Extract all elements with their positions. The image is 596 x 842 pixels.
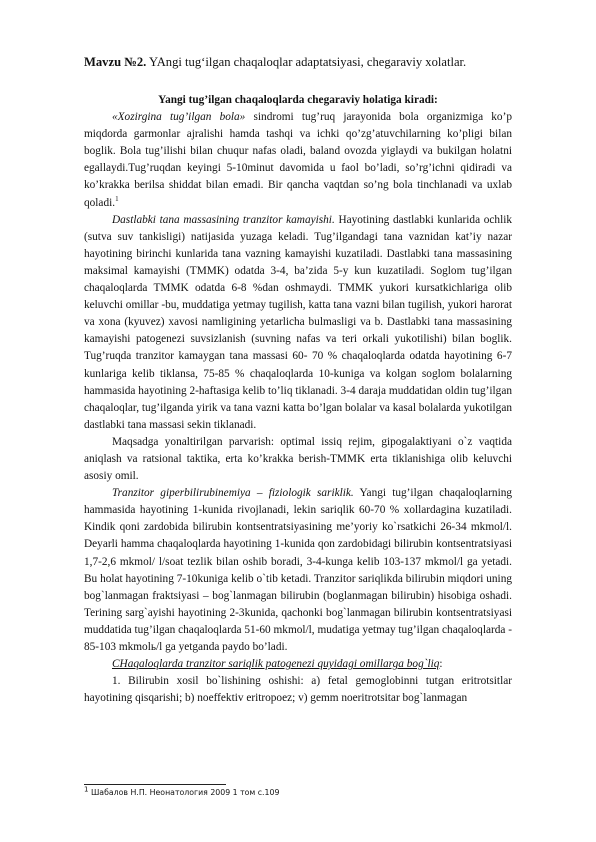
section-heading: Yangi tug’ilgan chaqaloqlarda chegaraviy holatiga kiradi: xyxy=(158,94,438,106)
topic-label: Mavzu №2. xyxy=(84,55,147,69)
paragraph-lead: «Xozirgina tug’ilgan bola» xyxy=(112,111,246,124)
paragraph-text: 1. Bilirubin xosil bo`lishining oshishi: a) fetal gemoglobinni tutgan eritrotsitlar hayotining qisqarishi; b) noeffektiv eritropoez; v) gemm noeritrotsitar bog`lanmagan xyxy=(84,675,512,705)
paragraph-weight-loss xyxy=(84,212,512,434)
paragraph-text: : xyxy=(439,658,443,671)
paragraph-text: Yangi tug’ilgan chaqaloqlarning hammasida hayotining 1-kunida rivojlanadi, lekin sariqlik 60-70 % xollardagina kuzatiladi. Kindik qoni zardobida bilirubin kontsentratsiyasining me’yoriy ko`rsatkichi 26-34 mkmol/l. Deyarli hamma chaqaloqlarda hayotining 1-kunida qon zardobidagi bilirubin kontsentratsiyasi 1,7-2,6 mkmol/ l/soat tezlik bilan oshib boradi, 3-4-kunga kelib 103-137 mkmol/l ga yetadi. Bu holat hayotining 7-10kuniga kelib o`tib ketadi. Tranzitor sariqlikda bilirubin miqdori uning bog`lanmagan fraktsiyasi – bog`lanmagan bilirubin (boglanmagan bilirubin) hisobiga oshadi. Terining sarg`ayishi hayotining 2-3kunida, qachonki bog`lanmagan bilirubin kontsentratsiyasi muddatida tug’ilgan chaqaloqlarda 51-60 mkmol/l, mudatiga yetmay tug’ilgan chaqaloqlarda - 85-103 mkmolь/l ga yetganda paydo bo’ladi. xyxy=(84,487,513,653)
paragraph-jaundice xyxy=(84,485,512,656)
paragraph-text: Maqsadga yonaltirilgan parvarish: optimal issiq rejim, gipogalaktiyani o`z vaqtida aniqlash va ratsional taktika, erta ko’krakka berish-TMMK erta tiklanishiga olib keluvchi asosiy omil. xyxy=(84,435,512,483)
paragraph-lead: Dastlabki tana massasining tranzitor kamayishi. xyxy=(112,213,335,226)
footnote xyxy=(84,785,512,798)
paragraph-text: sindromi tug’ruq jarayonida bola organizmiga ko’p miqdorda garmonlar ajralishi hamda tashqi va ichki qo’zg’atuvchilarning ko’pligi bilan boglik. Bola tug’ilishi bilan chuqur nafas oladi, baland ovozda yiglaydi va bukilgan holatni egallaydi.Tug’ruqdan keyingi 5-10minut davomida u faol bo’ladi, so’rg’ichni qidiradi va ko’krakka berilsa shiddat bilan emadi. Bir qancha vaqtdan so’ng bola tinchlanadi va uxlab qoladi. xyxy=(84,111,512,209)
footnote-text: Шабалов Н.П. Неонатология 2009 1 том с.109 xyxy=(88,788,280,797)
paragraph-lead: Tranzitor giperbilirubinemiya – fiziologik sariklik. xyxy=(112,487,354,500)
paragraph-text: Hayotining dastlabki kunlarida ochlik (sutva suv tankisligi) natijasida yuzaga keladi. Tug’ilgandagi tana vaznidan kat’iy nazar hayotining birinchi kunlarida tana vazning kamayishi kuzatiladi. Dastlabki tana massasining maksimal kamayishi (TMMK) odatda 3-4, ba’zida 5-y kun kuzatiladi. Soglom tug’ilgan chaqaloqlarda TMMK odatda 6-8 %dan oshmaydi. TMMK yukori kursatkichlariga olib keluvchi omillar -bu, muddatiga yetmay tugilish, katta tana vazni bilan tugilish, yukori harorat va xona (kyuvez) xavosi namligining yetarlicha bulmasligi va b. Dastlabki tana massasining kamayishi patogenezi suvsizlanish (suvning nafas va teri orkali yukotilishi) bilan boglik. Tug’ruqda tranzitor kamaygan tana massasi 60- 70 % chaqaloqlarda odatda hayotining 6-7 kunlariga kelib tiklansa, 75-85 % chaqaloqlarda 10-kuniga va kolgan soglom bolalarning hammasida hayotining 2-haftasiga kelib to’liq tiklanadi. 3-4 daraja muddatidan oldin tug’ilgan chaqaloqlar, tug’ilganda yirik va tana vazni katta bo’lgan bolalar va kasal bolalarda yukotilgan dastlabki tana massasi sekin tiklanadi. xyxy=(84,213,513,431)
topic-title: YAngi tug‘ilgan chaqaloqlar adaptatsiyasi, chegaraviy xolatlar. xyxy=(146,55,467,69)
paragraph-bilirubin-formation xyxy=(84,673,512,707)
document-body xyxy=(84,92,512,707)
footnote-number: 1 xyxy=(84,785,89,794)
topic-line xyxy=(84,54,524,71)
paragraph-care xyxy=(84,434,512,485)
footnote-ref[interactable]: 1 xyxy=(115,194,119,203)
paragraph-newborn-syndrome xyxy=(84,109,512,212)
paragraph-pathogenesis-heading xyxy=(84,656,512,673)
footnote-divider xyxy=(84,784,226,785)
paragraph-lead: CHaqaloqlarda tranzitor sariqlik patogenezi quyidagi omillarga bog`liq xyxy=(112,658,440,671)
